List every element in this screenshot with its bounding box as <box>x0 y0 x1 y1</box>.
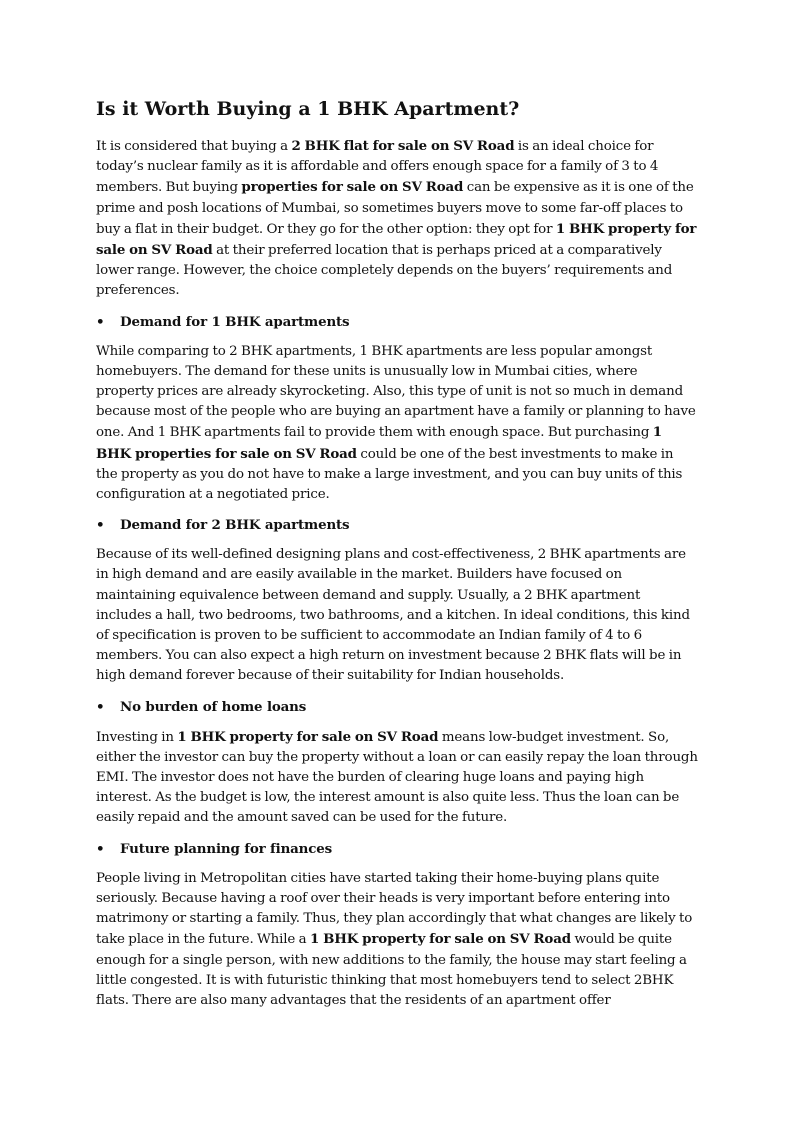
text-run: People living in Metropolitan cities have started taking their home-buying plans quite seriously. Because having a roof over their heads is very important before entering into matrimony or starting a family. Thus, they plan accordingly that what changes are likely to take place in the future. While a <box>96 870 693 948</box>
bullet-heading <box>96 515 698 535</box>
text-run: is an ideal choice for today’s nuclear family as it is affordable and offers enough space for a family of 3 to 4 members. But buying <box>96 139 659 196</box>
section-heading: Demand for 1 BHK apartments <box>120 313 350 330</box>
text-run: means low-budget investment. So, either the investor can buy the property without a loan or can easily repay the loan through EMI. The investor does not have the burden of clearing huge loans and paying high interest. As the budget is low, the interest amount is also quite less. Thus the loan can be easily repaid and the amount saved can be used for the future. <box>96 729 698 826</box>
section-paragraph <box>96 727 698 829</box>
text-run: It is considered that buying a <box>96 139 292 154</box>
section-heading: Future planning for finances <box>120 840 333 857</box>
text-run: can be expensive as it is one of the prime and posh locations of Mumbai, so sometimes buyers move to some far-off places to buy a flat in their budget. Or they go for the other option: they opt for <box>96 180 694 237</box>
bullet-icon: • <box>96 313 105 330</box>
text-run: at their preferred location that is perhaps priced at a comparatively lower range. However, the choice completely depends on the buyers’ requirements and preferences. <box>96 243 673 299</box>
text-run: Because of its well-defined designing plans and cost-effectiveness, 2 BHK apartments are in high demand and are easily available in the market. Builders have focused on maintaining equivalence between demand and supply. Usually, a 2 BHK apartment includes a hall, two bedrooms, two bathrooms, and a kitchen. In ideal conditions, this kind of specification is proven to be sufficient to accommodate an Indian family of 4 to 6 members. You can also expect a high return on investment because 2 BHK flats will be in high demand forever because of their suitability for Indian households. <box>96 547 690 684</box>
bold-keyword: 2 BHK flat for sale on SV Road <box>291 138 515 154</box>
section-paragraph <box>96 869 698 1011</box>
bullet-heading <box>96 312 698 332</box>
bold-keyword: 1 BHK property for sale on SV Road <box>177 728 439 745</box>
bullet-icon: • <box>96 840 105 857</box>
bold-keyword: 1 BHK property for sale on SV Road <box>96 220 697 259</box>
section-paragraph <box>96 342 698 506</box>
page-title: Is it Worth Buying a 1 BHK Apartment? <box>96 98 520 120</box>
bullet-icon: • <box>96 698 105 715</box>
text-run: While comparing to 2 BHK apartments, 1 BHK apartments are less popular amongst homebuyers. The demand for these units is unusually low in Mumbai cities, where property prices are already skyrocketing. Also, this type of unit is not so much in demand because most of the people who are buying an apartment have a family or planning to have one. And 1 BHK apartments fail to provide them with enough space. But purchasing <box>96 343 696 441</box>
intro-paragraph <box>96 136 698 302</box>
bold-keyword: 1 BHK property for sale on SV Road <box>310 931 571 948</box>
bold-keyword: properties for sale on SV Road <box>241 179 464 196</box>
bullet-heading <box>96 839 698 859</box>
section-paragraph <box>96 545 698 686</box>
section-heading: No burden of home loans <box>120 698 307 715</box>
bold-keyword: 1 BHK properties for sale on SV Road <box>96 424 662 462</box>
section-heading: Demand for 2 BHK apartments <box>120 517 350 534</box>
bullet-icon: • <box>96 517 105 534</box>
text-run: could be one of the best investments to make in the property as you do not have to make a large investment, and you can buy units of this configuration at a negotiated price. <box>96 446 683 503</box>
text-run: would be quite enough for a single person, with new additions to the family, the house may start feeling a little congested. It is with futuristic thinking that most homebuyers tend to select 2BHK flats. There are also many advantages that the residents of an apartment offer <box>96 932 687 1008</box>
document-page <box>96 96 698 1021</box>
bullet-heading <box>96 697 698 717</box>
text-run: Investing in <box>96 729 178 745</box>
